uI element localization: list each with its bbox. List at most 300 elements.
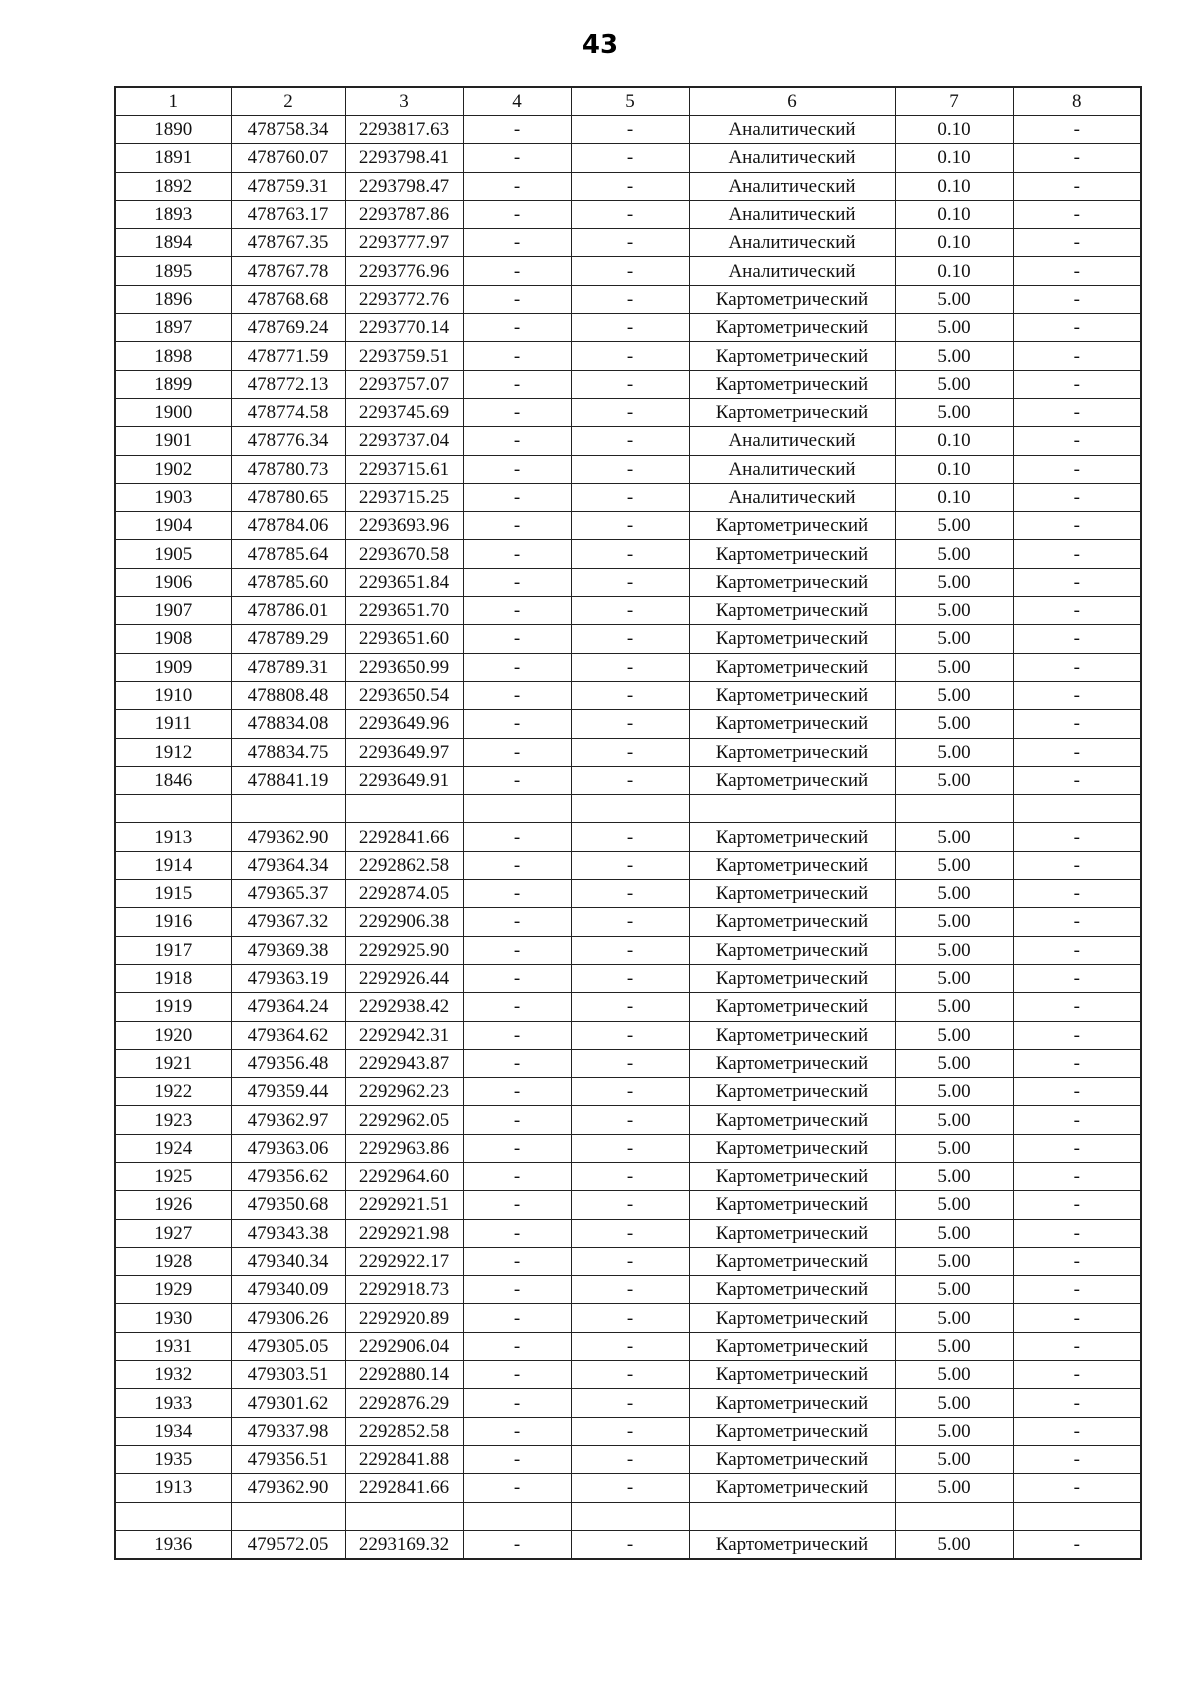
- table-cell: 479301.62: [231, 1389, 345, 1417]
- table-cell: 5.00: [895, 653, 1013, 681]
- table-cell: 2293650.99: [345, 653, 463, 681]
- table-cell: -: [571, 964, 689, 992]
- table-cell: -: [571, 370, 689, 398]
- table-cell: [895, 1502, 1013, 1530]
- table-cell: 5.00: [895, 1219, 1013, 1247]
- table-row: [115, 512, 1141, 540]
- table-row: [115, 285, 1141, 313]
- table-cell: 2293715.61: [345, 455, 463, 483]
- table-cell: 5.00: [895, 1078, 1013, 1106]
- table-row: [115, 540, 1141, 568]
- table-cell: -: [571, 398, 689, 426]
- table-cell: 479363.19: [231, 964, 345, 992]
- table-cell: -: [571, 1162, 689, 1190]
- table-cell: 2293798.41: [345, 144, 463, 172]
- table-cell: -: [463, 285, 571, 313]
- table-cell: 1925: [115, 1162, 231, 1190]
- table-cell: -: [463, 936, 571, 964]
- table-cell: 1900: [115, 398, 231, 426]
- table-row: [115, 710, 1141, 738]
- table-cell: -: [463, 1021, 571, 1049]
- table-cell: 2293649.91: [345, 766, 463, 794]
- table-row: [115, 1445, 1141, 1473]
- table-cell: -: [1013, 1078, 1141, 1106]
- table-cell: -: [571, 1304, 689, 1332]
- table-cell: -: [571, 285, 689, 313]
- table-cell: -: [1013, 823, 1141, 851]
- table-cell: [231, 795, 345, 823]
- table-cell: -: [463, 597, 571, 625]
- table-cell: -: [1013, 1219, 1141, 1247]
- table-cell: -: [571, 116, 689, 144]
- table-cell: 1935: [115, 1445, 231, 1473]
- table-cell: -: [463, 1389, 571, 1417]
- table-cell: 2293693.96: [345, 512, 463, 540]
- table-cell: Картометрический: [689, 766, 895, 794]
- table-cell: -: [571, 597, 689, 625]
- table-row: [115, 597, 1141, 625]
- table-cell: Картометрический: [689, 1078, 895, 1106]
- table-cell: 478769.24: [231, 314, 345, 342]
- table-cell: 5.00: [895, 1162, 1013, 1190]
- table-cell: 1926: [115, 1191, 231, 1219]
- column-header: 4: [463, 87, 571, 116]
- table-cell: [689, 1502, 895, 1530]
- table-cell: -: [1013, 512, 1141, 540]
- table-cell: 1911: [115, 710, 231, 738]
- table-cell: -: [1013, 653, 1141, 681]
- table-cell: 2292963.86: [345, 1134, 463, 1162]
- table-cell: -: [571, 483, 689, 511]
- table-row: [115, 908, 1141, 936]
- column-header: 7: [895, 87, 1013, 116]
- table-cell: Картометрический: [689, 851, 895, 879]
- table-cell: 5.00: [895, 964, 1013, 992]
- table-cell: 2292925.90: [345, 936, 463, 964]
- table-cell: -: [463, 540, 571, 568]
- table-cell: Картометрический: [689, 1332, 895, 1360]
- table-cell: -: [1013, 1389, 1141, 1417]
- table-cell: 2293757.07: [345, 370, 463, 398]
- table-cell: -: [571, 1106, 689, 1134]
- table-cell: 479572.05: [231, 1530, 345, 1559]
- table-cell: 2292943.87: [345, 1049, 463, 1077]
- table-cell: -: [1013, 116, 1141, 144]
- table-cell: -: [571, 710, 689, 738]
- table-cell: Картометрический: [689, 1361, 895, 1389]
- table-cell: 5.00: [895, 936, 1013, 964]
- table-cell: -: [463, 116, 571, 144]
- table-cell: 1914: [115, 851, 231, 879]
- table-row: [115, 1021, 1141, 1049]
- table-cell: 5.00: [895, 540, 1013, 568]
- table-cell: -: [463, 342, 571, 370]
- table-cell: 2292841.88: [345, 1445, 463, 1473]
- table-cell: 2292938.42: [345, 993, 463, 1021]
- table-cell: 5.00: [895, 625, 1013, 653]
- table-cell: -: [1013, 993, 1141, 1021]
- table-cell: 5.00: [895, 823, 1013, 851]
- table-cell: -: [463, 512, 571, 540]
- table-cell: [463, 1502, 571, 1530]
- table-cell: Картометрический: [689, 1049, 895, 1077]
- table-cell: Картометрический: [689, 1134, 895, 1162]
- table-cell: Картометрический: [689, 908, 895, 936]
- table-cell: 5.00: [895, 314, 1013, 342]
- table-cell: -: [463, 144, 571, 172]
- table-cell: -: [1013, 1049, 1141, 1077]
- table-row: [115, 681, 1141, 709]
- table-cell: [895, 795, 1013, 823]
- table-cell: -: [1013, 455, 1141, 483]
- table-cell: Картометрический: [689, 1417, 895, 1445]
- table-cell: -: [1013, 1106, 1141, 1134]
- table-cell: 1918: [115, 964, 231, 992]
- table-cell: -: [463, 964, 571, 992]
- table-cell: 1913: [115, 1474, 231, 1502]
- table-cell: 479367.32: [231, 908, 345, 936]
- table-cell: -: [463, 1247, 571, 1275]
- table-cell: 2292920.89: [345, 1304, 463, 1332]
- table-cell: 5.00: [895, 681, 1013, 709]
- table-row: [115, 455, 1141, 483]
- table-cell: 1921: [115, 1049, 231, 1077]
- table-cell: -: [463, 681, 571, 709]
- table-cell: -: [1013, 880, 1141, 908]
- table-row: [115, 880, 1141, 908]
- table-cell: 478771.59: [231, 342, 345, 370]
- table-cell: Картометрический: [689, 512, 895, 540]
- table-cell: 5.00: [895, 880, 1013, 908]
- table-row: [115, 766, 1141, 794]
- table-cell: 2293650.54: [345, 681, 463, 709]
- page-number: 43: [581, 30, 619, 60]
- table-cell: 2293651.60: [345, 625, 463, 653]
- table-cell: -: [571, 1247, 689, 1275]
- table-cell: 0.10: [895, 144, 1013, 172]
- table-cell: 0.10: [895, 229, 1013, 257]
- table-cell: 479364.34: [231, 851, 345, 879]
- table-cell: -: [463, 1304, 571, 1332]
- table-cell: -: [571, 455, 689, 483]
- column-header: 1: [115, 87, 231, 116]
- table-cell: 479363.06: [231, 1134, 345, 1162]
- table-cell: 478780.73: [231, 455, 345, 483]
- table-cell: -: [1013, 625, 1141, 653]
- table-cell: 2292926.44: [345, 964, 463, 992]
- table-cell: 1922: [115, 1078, 231, 1106]
- table-cell: 5.00: [895, 568, 1013, 596]
- table-cell: 0.10: [895, 200, 1013, 228]
- table-cell: 1934: [115, 1417, 231, 1445]
- table-cell: -: [463, 1332, 571, 1360]
- table-cell: -: [463, 710, 571, 738]
- table-cell: 2293169.32: [345, 1530, 463, 1559]
- table-cell: 0.10: [895, 455, 1013, 483]
- table-cell: 479362.90: [231, 1474, 345, 1502]
- table-row: [115, 1162, 1141, 1190]
- table-cell: 1893: [115, 200, 231, 228]
- table-cell: 1916: [115, 908, 231, 936]
- table-cell: 2293770.14: [345, 314, 463, 342]
- table-cell: Картометрический: [689, 710, 895, 738]
- table-cell: 5.00: [895, 851, 1013, 879]
- column-header: 2: [231, 87, 345, 116]
- table-cell: -: [1013, 1530, 1141, 1559]
- table-cell: 1909: [115, 653, 231, 681]
- table-cell: -: [463, 172, 571, 200]
- table-cell: -: [1013, 1332, 1141, 1360]
- table-cell: -: [571, 1219, 689, 1247]
- table-cell: -: [1013, 936, 1141, 964]
- table-cell: -: [463, 427, 571, 455]
- table-cell: 2292964.60: [345, 1162, 463, 1190]
- table-cell: -: [463, 370, 571, 398]
- table-cell: 2293798.47: [345, 172, 463, 200]
- table-cell: 1915: [115, 880, 231, 908]
- table-cell: -: [571, 851, 689, 879]
- table-cell: 479337.98: [231, 1417, 345, 1445]
- table-cell: 2293715.25: [345, 483, 463, 511]
- table-cell: 2292906.04: [345, 1332, 463, 1360]
- table-cell: [345, 1502, 463, 1530]
- table-cell: [689, 795, 895, 823]
- table-cell: Картометрический: [689, 285, 895, 313]
- table-row: [115, 738, 1141, 766]
- table-cell: 5.00: [895, 766, 1013, 794]
- table-cell: -: [463, 738, 571, 766]
- table-cell: 479305.05: [231, 1332, 345, 1360]
- table-cell: -: [463, 766, 571, 794]
- table-cell: [231, 1502, 345, 1530]
- table-row: [115, 1361, 1141, 1389]
- table-cell: -: [463, 1219, 571, 1247]
- table-cell: -: [1013, 172, 1141, 200]
- table-row: [115, 993, 1141, 1021]
- table-cell: -: [1013, 1417, 1141, 1445]
- table-cell: 479343.38: [231, 1219, 345, 1247]
- table-cell: 2292874.05: [345, 880, 463, 908]
- table-cell: 478767.78: [231, 257, 345, 285]
- table-cell: 1890: [115, 116, 231, 144]
- table-cell: -: [1013, 710, 1141, 738]
- table-cell: 5.00: [895, 993, 1013, 1021]
- table-cell: 479356.62: [231, 1162, 345, 1190]
- table-row: [115, 625, 1141, 653]
- table-cell: 478841.19: [231, 766, 345, 794]
- table-cell: Аналитический: [689, 455, 895, 483]
- table-cell: -: [1013, 568, 1141, 596]
- table-row: [115, 653, 1141, 681]
- table-cell: 5.00: [895, 1191, 1013, 1219]
- table-cell: -: [1013, 1162, 1141, 1190]
- table-cell: 5.00: [895, 1530, 1013, 1559]
- table-row: [115, 851, 1141, 879]
- table-cell: -: [463, 1474, 571, 1502]
- table-cell: 1904: [115, 512, 231, 540]
- table-cell: 1912: [115, 738, 231, 766]
- table-cell: 478780.65: [231, 483, 345, 511]
- table-cell: 478767.35: [231, 229, 345, 257]
- table-cell: -: [571, 1389, 689, 1417]
- table-cell: 2292906.38: [345, 908, 463, 936]
- table-cell: -: [463, 398, 571, 426]
- table-cell: 1936: [115, 1530, 231, 1559]
- table-cell: 5.00: [895, 1304, 1013, 1332]
- table-cell: Картометрический: [689, 823, 895, 851]
- table-cell: 479340.09: [231, 1276, 345, 1304]
- table-cell: Картометрический: [689, 398, 895, 426]
- table-cell: -: [1013, 1276, 1141, 1304]
- table-cell: -: [463, 993, 571, 1021]
- table-cell: -: [463, 1078, 571, 1106]
- table-cell: 0.10: [895, 257, 1013, 285]
- column-header: 6: [689, 87, 895, 116]
- table-cell: 2292918.73: [345, 1276, 463, 1304]
- table-cell: -: [1013, 1361, 1141, 1389]
- table-cell: 1908: [115, 625, 231, 653]
- table-cell: -: [463, 1530, 571, 1559]
- table-row: [115, 1049, 1141, 1077]
- table-cell: -: [571, 766, 689, 794]
- table-cell: -: [571, 200, 689, 228]
- table-cell: [115, 795, 231, 823]
- table-cell: -: [1013, 766, 1141, 794]
- table-cell: [115, 1502, 231, 1530]
- table-cell: 1928: [115, 1247, 231, 1275]
- table-cell: 5.00: [895, 1417, 1013, 1445]
- table-cell: 1920: [115, 1021, 231, 1049]
- table-cell: -: [571, 936, 689, 964]
- table-cell: [571, 795, 689, 823]
- table-row: [115, 1474, 1141, 1502]
- table-cell: 479369.38: [231, 936, 345, 964]
- table-cell: -: [1013, 314, 1141, 342]
- table-cell: 2293787.86: [345, 200, 463, 228]
- table-cell: 0.10: [895, 172, 1013, 200]
- table-cell: [1013, 795, 1141, 823]
- table-cell: Аналитический: [689, 257, 895, 285]
- table-cell: -: [571, 1191, 689, 1219]
- table-cell: 2293772.76: [345, 285, 463, 313]
- table-cell: Картометрический: [689, 342, 895, 370]
- table-cell: -: [571, 1134, 689, 1162]
- table-cell: -: [1013, 1247, 1141, 1275]
- table-cell: 479364.62: [231, 1021, 345, 1049]
- table-cell: -: [1013, 1134, 1141, 1162]
- table-cell: -: [1013, 1191, 1141, 1219]
- table-cell: 2292922.17: [345, 1247, 463, 1275]
- table-cell: 478759.31: [231, 172, 345, 200]
- table-cell: 2292862.58: [345, 851, 463, 879]
- table-cell: Аналитический: [689, 172, 895, 200]
- table-cell: -: [571, 257, 689, 285]
- table-cell: 2292841.66: [345, 1474, 463, 1502]
- table-cell: -: [571, 229, 689, 257]
- table-cell: Картометрический: [689, 1162, 895, 1190]
- table-cell: 1898: [115, 342, 231, 370]
- table-row: [115, 1502, 1141, 1530]
- table-row: [115, 1389, 1141, 1417]
- table-cell: Картометрический: [689, 1219, 895, 1247]
- table-cell: 1891: [115, 144, 231, 172]
- table-cell: 478758.34: [231, 116, 345, 144]
- table-row: [115, 483, 1141, 511]
- table-cell: 1931: [115, 1332, 231, 1360]
- table-cell: Картометрический: [689, 597, 895, 625]
- table-cell: -: [1013, 398, 1141, 426]
- table-cell: Картометрический: [689, 880, 895, 908]
- table-cell: 5.00: [895, 1361, 1013, 1389]
- table-cell: 478785.60: [231, 568, 345, 596]
- table-cell: Картометрический: [689, 1530, 895, 1559]
- table-cell: 5.00: [895, 398, 1013, 426]
- table-cell: -: [463, 1445, 571, 1473]
- table-row: [115, 229, 1141, 257]
- table-cell: 478774.58: [231, 398, 345, 426]
- table-row: [115, 1332, 1141, 1360]
- table-cell: Картометрический: [689, 1276, 895, 1304]
- table-cell: -: [571, 1530, 689, 1559]
- table-cell: -: [571, 1474, 689, 1502]
- table-cell: 5.00: [895, 1106, 1013, 1134]
- table-row: [115, 144, 1141, 172]
- table-cell: Картометрический: [689, 681, 895, 709]
- table-cell: -: [571, 993, 689, 1021]
- table-cell: 479340.34: [231, 1247, 345, 1275]
- table-cell: 5.00: [895, 1134, 1013, 1162]
- table-cell: 479303.51: [231, 1361, 345, 1389]
- table-cell: 2292962.23: [345, 1078, 463, 1106]
- table-cell: -: [463, 851, 571, 879]
- table-cell: Картометрический: [689, 1304, 895, 1332]
- table-cell: Аналитический: [689, 427, 895, 455]
- table-cell: -: [463, 1162, 571, 1190]
- table-cell: Картометрический: [689, 964, 895, 992]
- table-cell: -: [571, 1021, 689, 1049]
- table-cell: 479359.44: [231, 1078, 345, 1106]
- table-cell: 2293670.58: [345, 540, 463, 568]
- table-row: [115, 172, 1141, 200]
- table-cell: 1919: [115, 993, 231, 1021]
- table-cell: -: [1013, 1474, 1141, 1502]
- table-cell: 479306.26: [231, 1304, 345, 1332]
- table-cell: -: [1013, 851, 1141, 879]
- table-cell: 478834.75: [231, 738, 345, 766]
- table-cell: 0.10: [895, 483, 1013, 511]
- table-cell: 5.00: [895, 285, 1013, 313]
- table-cell: Картометрический: [689, 993, 895, 1021]
- table-cell: Картометрический: [689, 1021, 895, 1049]
- table-row: [115, 1106, 1141, 1134]
- table-cell: 1924: [115, 1134, 231, 1162]
- table-cell: -: [463, 568, 571, 596]
- coordinates-table: [114, 86, 1142, 1560]
- table-cell: Картометрический: [689, 1445, 895, 1473]
- table-cell: -: [1013, 908, 1141, 936]
- column-header: 3: [345, 87, 463, 116]
- table-cell: 479362.90: [231, 823, 345, 851]
- table-cell: -: [571, 314, 689, 342]
- table-cell: 5.00: [895, 512, 1013, 540]
- table-cell: 1923: [115, 1106, 231, 1134]
- table-cell: Картометрический: [689, 1106, 895, 1134]
- table-cell: 1899: [115, 370, 231, 398]
- table-cell: 1917: [115, 936, 231, 964]
- table-cell: 478768.68: [231, 285, 345, 313]
- table-cell: 2292921.51: [345, 1191, 463, 1219]
- table-cell: Картометрический: [689, 1191, 895, 1219]
